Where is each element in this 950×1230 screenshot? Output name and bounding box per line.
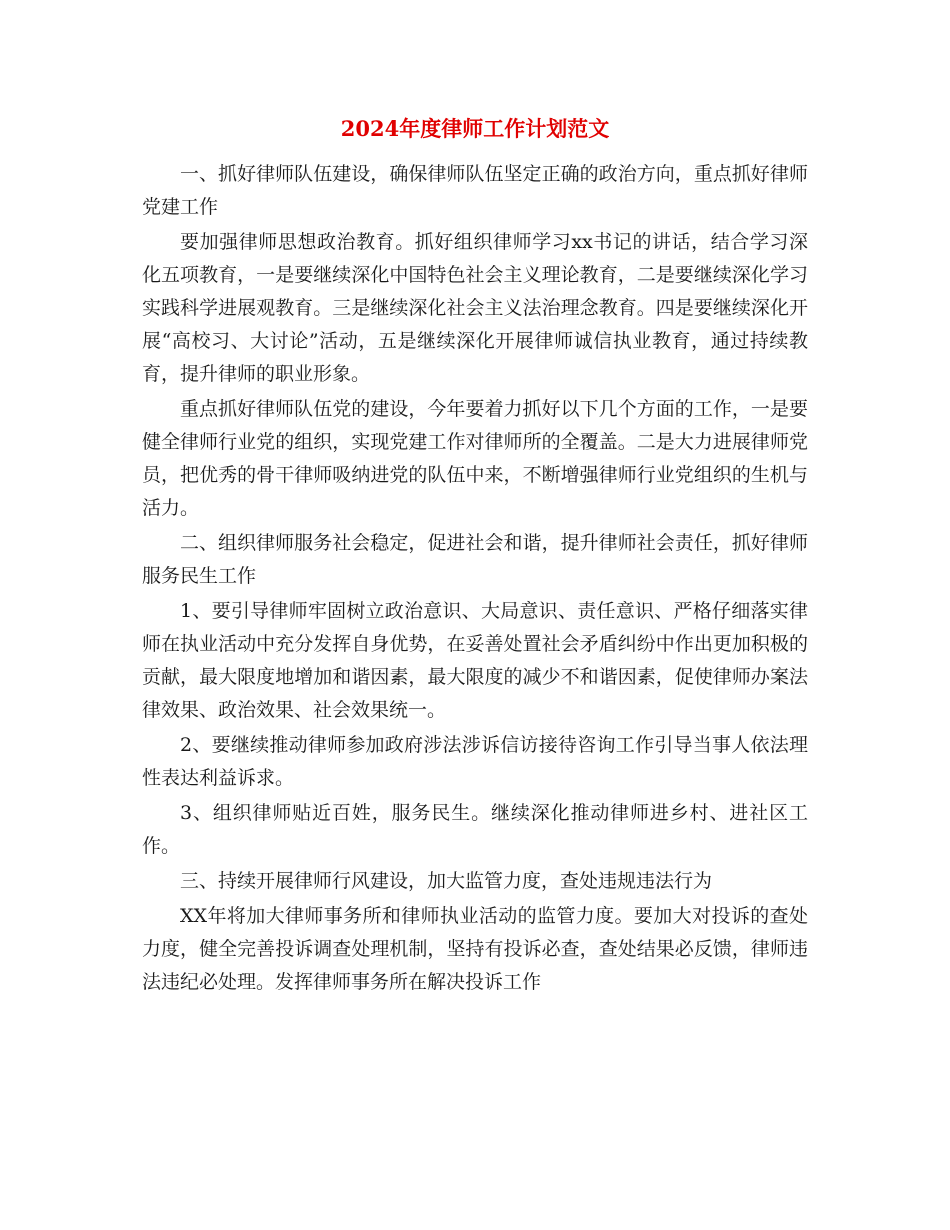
paragraph-8: 三、持续开展律师行风建设，加大监管力度，查处违规违法行为 xyxy=(180,870,713,892)
paragraph-1: 一、抓好律师队伍建设，确保律师队伍坚定正确的政治方向，重点抓好律师党建工作 xyxy=(142,163,808,218)
paragraph-4: 二、组织律师服务社会稳定，促进社会和谐，提升律师社会责任，抓好律师服务民生工作 xyxy=(142,532,808,587)
paragraph-9: XX年将加大律师事务所和律师执业活动的监管力度。要加大对投诉的查处力度，健全完善投诉调查处理机制，坚持有投诉必查，查处结果必反馈，律师违法违纪必处理。发挥律师事务所在解决投诉工作 xyxy=(142,905,808,993)
paragraph-6: 2、要继续推动律师参加政府涉法涉诉信访接待咨询工作引导当事人依法理性表达利益诉求。 xyxy=(142,734,808,789)
paragraph-7: 3、组织律师贴近百姓，服务民生。继续深化推动律师进乡村、进社区工作。 xyxy=(142,802,808,857)
paragraph-3: 重点抓好律师队伍党的建设，今年要着力抓好以下几个方面的工作，一是要健全律师行业党的组织，实现党建工作对律师所的全覆盖。二是大力进展律师党员，把优秀的骨干律师吸纳进党的队伍中来，不断增强律师行业党组织的生机与活力。 xyxy=(142,398,808,519)
paragraph-2: 要加强律师思想政治教育。抓好组织律师学习xx书记的讲话，结合学习深化五项教育，一是要继续深化中国特色社会主义理论教育，二是要继续深化学习实践科学进展观教育。三是继续深化社会主义法治理念教育。四是要继续深化开展“高校习、大讨论”活动，五是继续深化开展律师诚信执业教育，通过持续教育，提升律师的职业形象。 xyxy=(142,231,808,385)
document-body xyxy=(142,158,808,999)
document-title: 2024年度律师工作计划范文 xyxy=(340,116,610,141)
paragraph-5: 1、要引导律师牢固树立政治意识、大局意识、责任意识、严格仔细落实律师在执业活动中充分发挥自身优势，在妥善处置社会矛盾纠纷中作出更加积极的贡献，最大限度地增加和谐因素，最大限度的减少不和谐因素，促使律师办案法律效果、政治效果、社会效果统一。 xyxy=(142,600,808,721)
